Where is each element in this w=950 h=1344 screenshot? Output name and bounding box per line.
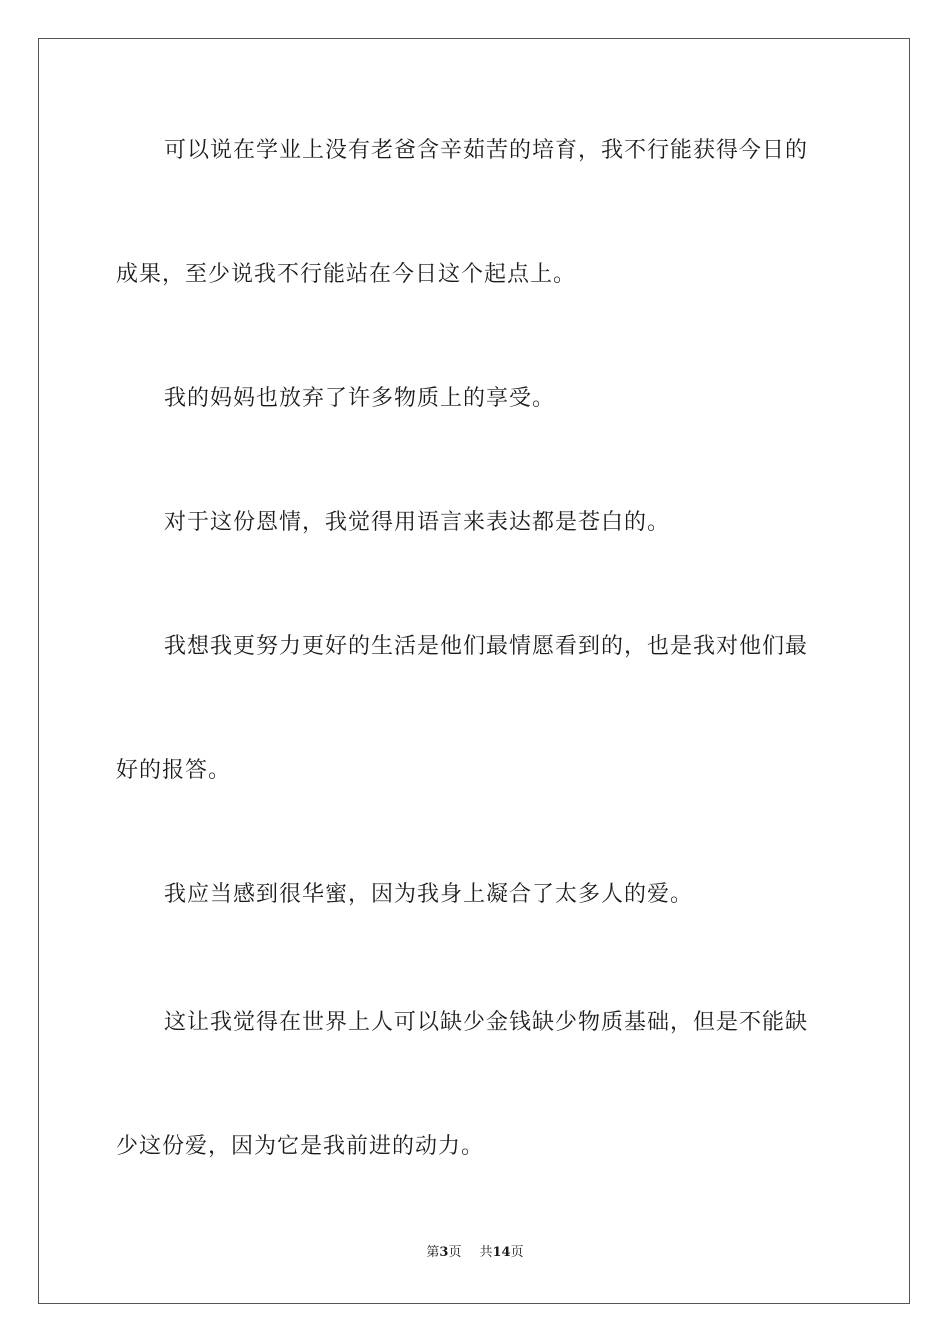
paragraph-4-line-1: 我想我更努力更好的生活是他们最情愿看到的，也是我对他们最 [164, 634, 809, 659]
page-suffix: 页 [448, 1245, 462, 1260]
total-prefix: 共 [479, 1245, 493, 1260]
page-border [38, 38, 910, 1304]
page-footer [0, 1244, 950, 1262]
total-pages: 14 [492, 1245, 511, 1260]
page-number: 3 [439, 1245, 449, 1260]
paragraph-5-line-1: 我应当感到很华蜜，因为我身上凝合了太多人的爱。 [164, 882, 694, 907]
page-prefix: 第 [426, 1245, 440, 1260]
paragraph-6-line-2: 少这份爱，因为它是我前进的动力。 [116, 1134, 485, 1159]
paragraph-1-line-1: 可以说在学业上没有老爸含辛茹苦的培育，我不行能获得今日的 [164, 138, 809, 163]
paragraph-3-line-1: 对于这份恩情，我觉得用语言来表达都是苍白的。 [164, 510, 671, 535]
paragraph-6-line-1: 这让我觉得在世界上人可以缺少金钱缺少物质基础，但是不能缺 [164, 1010, 809, 1035]
paragraph-2-line-1: 我的妈妈也放弃了许多物质上的享受。 [164, 386, 556, 411]
paragraph-4-line-2: 好的报答。 [116, 758, 232, 783]
total-suffix: 页 [510, 1245, 524, 1260]
paragraph-1-line-2: 成果，至少说我不行能站在今日这个起点上。 [116, 262, 577, 287]
